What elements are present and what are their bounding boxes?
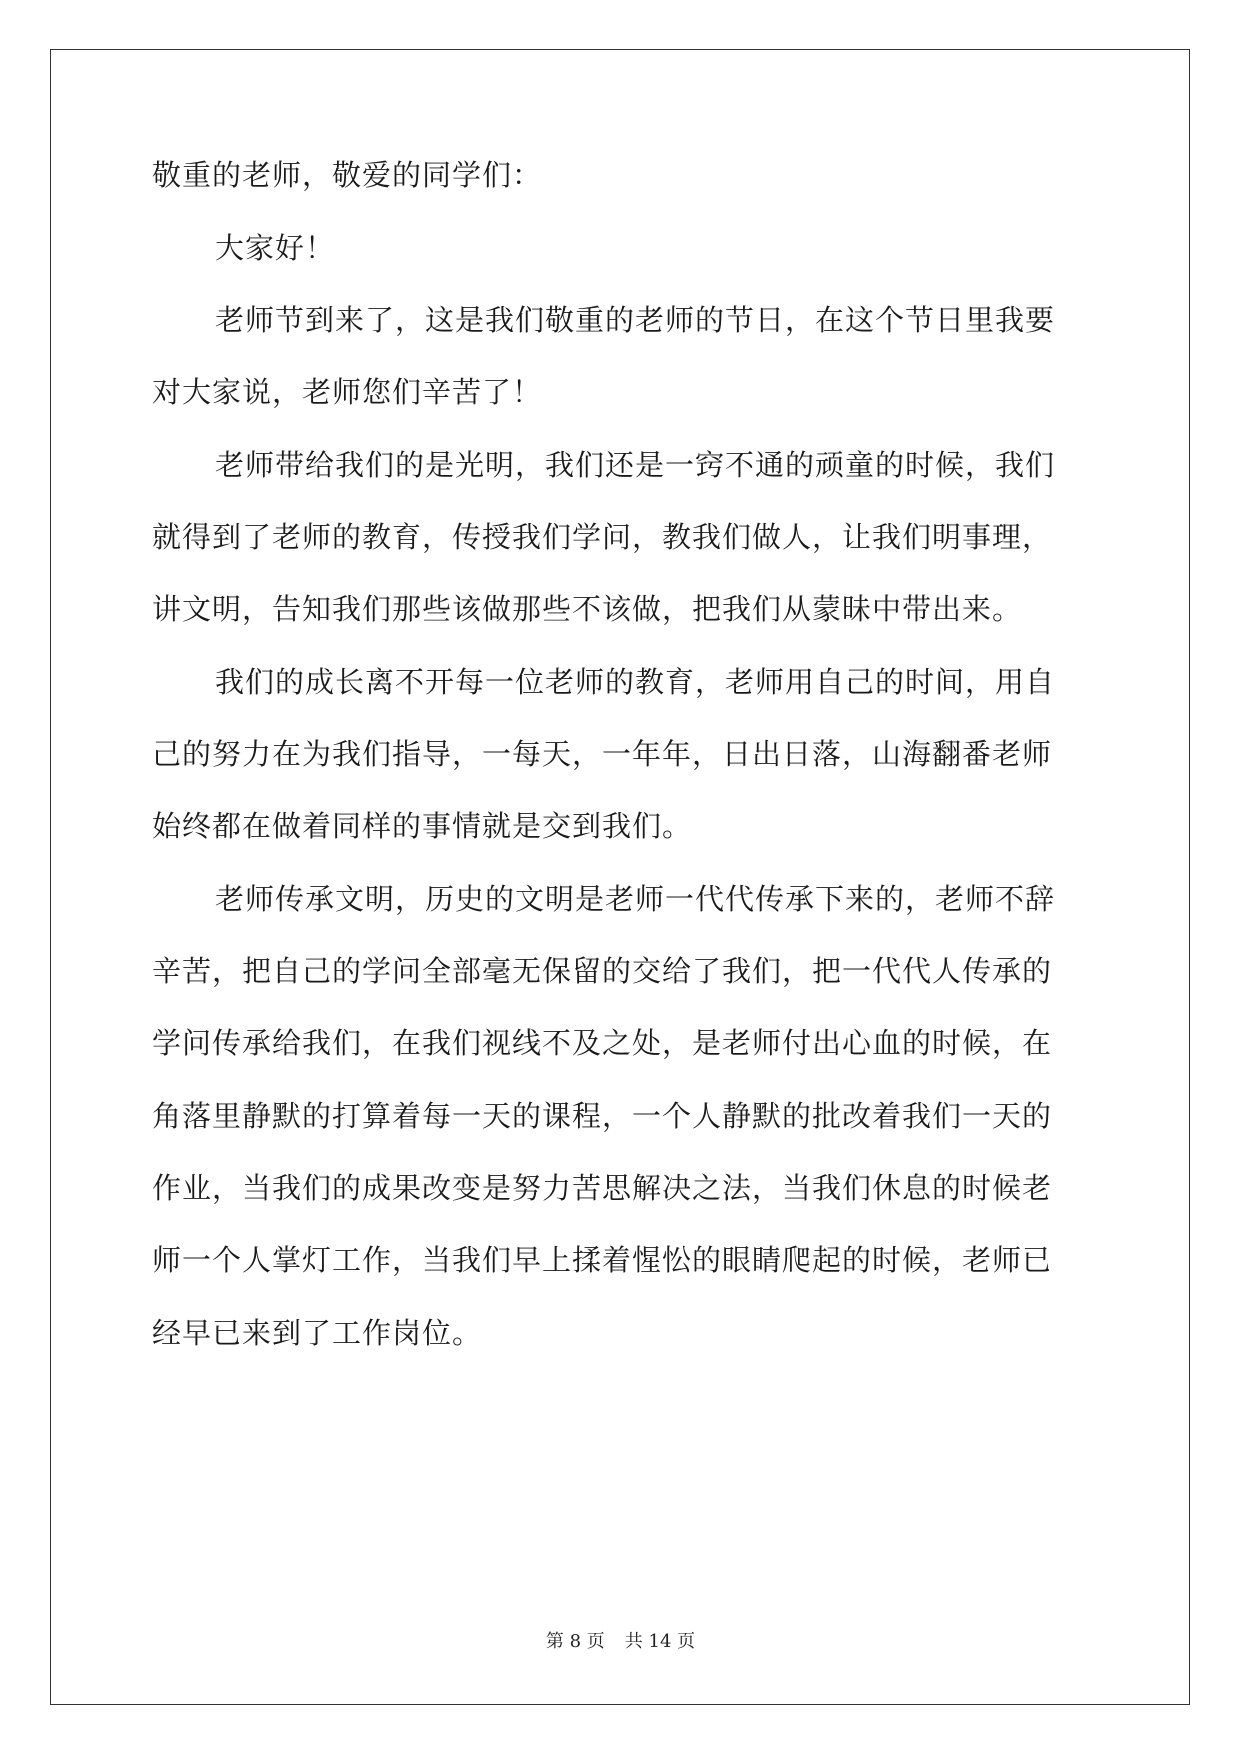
paragraph-4-line-3: 学问传承给我们，在我们视线不及之处，是老师付出心血的时候，在 [152,1026,1053,1060]
page-frame [50,49,1190,1705]
page-number-current: 第 8 页 [545,1631,605,1652]
paragraph-4-line-7: 经早已来到了工作岗位。 [152,1316,483,1350]
paragraph-3-line-1: 我们的成长离不开每一位老师的教育，老师用自己的时间，用自 [215,665,1056,699]
paragraph-4-line-2: 辛苦，把自己的学问全部毫无保留的交给了我们，把一代代人传承的 [152,954,1053,988]
paragraph-4-line-1: 老师传承文明，历史的文明是老师一代代传承下来的，老师不辞 [215,882,1056,916]
paragraph-1-line-1: 老师节到来了，这是我们敬重的老师的节日，在这个节日里我要 [215,303,1056,337]
salutation-line: 大家好！ [215,231,336,265]
page-footer [0,1630,1241,1654]
paragraph-2-line-1: 老师带给我们的是光明，我们还是一窍不通的顽童的时候，我们 [215,448,1056,482]
paragraph-4-line-5: 作业，当我们的成果改变是努力苦思解决之法，当我们休息的时候老 [152,1171,1053,1205]
paragraph-3-line-3: 始终都在做着同样的事情就是交到我们。 [152,809,693,843]
paragraph-4-line-4: 角落里静默的打算着每一天的课程，一个人静默的批改着我们一天的 [152,1099,1053,1133]
paragraph-3-line-2: 己的努力在为我们指导，一每天，一年年，日出日落，山海翻番老师 [152,737,1053,771]
paragraph-2-line-2: 就得到了老师的教育，传授我们学问，教我们做人，让我们明事理， [152,520,1053,554]
paragraph-1-line-2: 对大家说，老师您们辛苦了！ [152,375,543,409]
page-number-total: 共 14 页 [624,1631,696,1652]
paragraph-2-line-3: 讲文明，告知我们那些该做那些不该做，把我们从蒙昧中带出来。 [152,592,1023,626]
greeting-line: 敬重的老师，敬爱的同学们： [152,158,543,192]
paragraph-4-line-6: 师一个人掌灯工作，当我们早上揉着惺忪的眼睛爬起的时候，老师已 [152,1243,1053,1277]
